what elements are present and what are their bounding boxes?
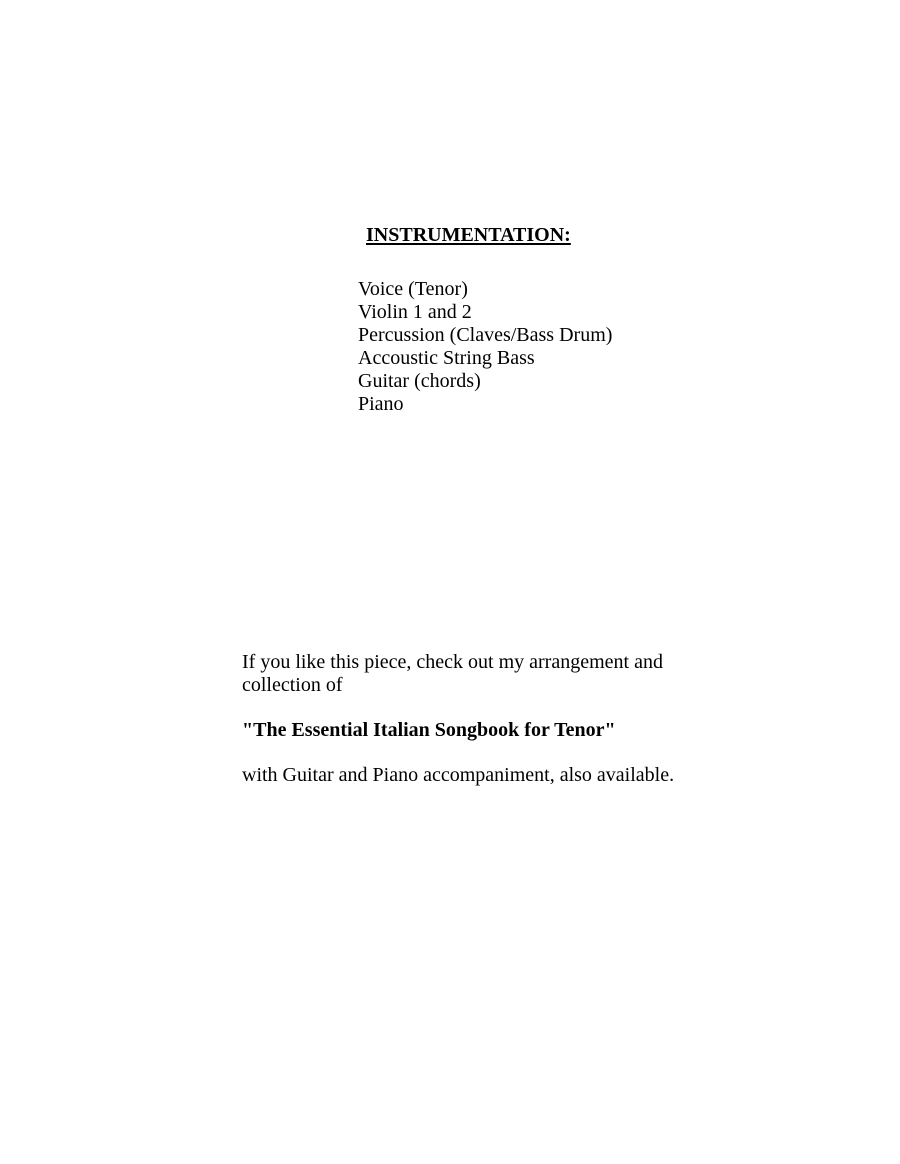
instrument-item: Accoustic String Bass — [358, 347, 535, 369]
promo-block — [242, 651, 702, 787]
instrument-item: Piano — [358, 393, 404, 415]
instrument-item: Voice (Tenor) — [358, 278, 468, 300]
promo-outro: with Guitar and Piano accompaniment, also available. — [242, 764, 675, 786]
promo-intro: If you like this piece, check out my arrangement and collection of — [242, 651, 663, 696]
instrument-item: Violin 1 and 2 — [358, 301, 472, 323]
instrument-item: Percussion (Claves/Bass Drum) — [358, 324, 613, 346]
promo-book-title: "The Essential Italian Songbook for Tenor" — [242, 719, 616, 741]
instrument-item: Guitar (chords) — [358, 370, 481, 392]
instrumentation-heading: INSTRUMENTATION: — [366, 224, 571, 246]
instrument-list — [358, 278, 612, 416]
